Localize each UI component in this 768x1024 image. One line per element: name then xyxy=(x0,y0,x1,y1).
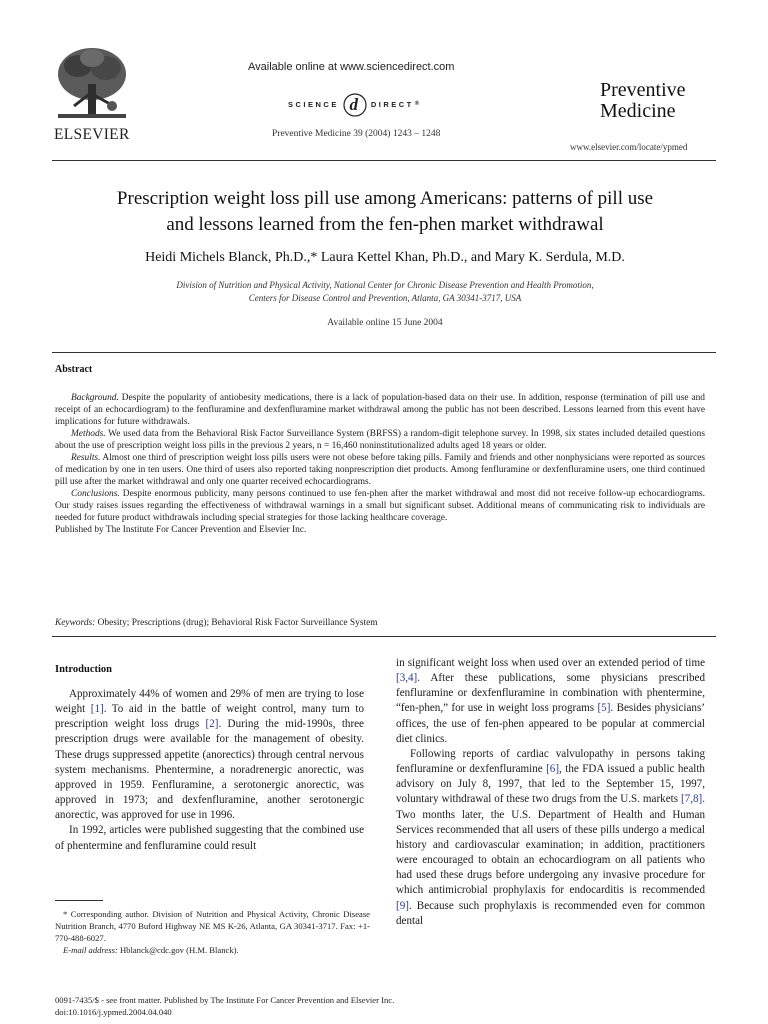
methods-text: We used data from the Behavioral Risk Factor Surveillance System (BRFSS) a random-digit telephone survey. In 1998, six states included detailed questions about the use of prescription weight loss pills in the previous 2 years, n = 16,460 noninstitutionalized adults aged 18 years or older. xyxy=(55,429,705,451)
journal-title-line2: Medicine xyxy=(600,100,676,122)
sd-left-text: SCIENCE xyxy=(288,99,339,109)
text-run: . After these publications, some physicians prescribed fenfluramine or dexfenfluramine in combination with phentermine, “fen-phen,” for use in weight loss programs xyxy=(396,672,705,715)
methods-label: Methods. xyxy=(71,429,106,439)
text-run: . Besides physicians’ offices, the use of fen-phen appeared to be popular at commercial diet clinics. xyxy=(396,702,705,745)
abstract-background xyxy=(55,392,705,428)
text-run: Following reports of cardiac valvulopathy in persons taking fenfluramine or dexfenfluramine xyxy=(396,747,705,776)
text-run: . During the mid-1990s, three prescription drugs were available for the management of obesity. These drugs suppressed appetite (anorectics) through central nervous system mechanisms. Phentermine, a noradrenergic anorectic, was approved in 1959. Fenfluramine, a serotonergic anorectic, was approved in 1973; and dexfenfluramine, another serotonergic anorectic, was approved for use in 1996. xyxy=(55,718,364,822)
text-run: . To aid in the battle of weight control, many turn to prescription weight loss drugs xyxy=(55,703,364,731)
abstract-methods xyxy=(55,428,705,452)
affiliation xyxy=(40,279,730,305)
right-column xyxy=(396,656,705,929)
email-link[interactable]: Hblanck@cdc.gov (H.M. Blanck). xyxy=(117,945,239,956)
citation-link[interactable]: [3,4] xyxy=(396,672,418,685)
citation-link[interactable]: [1] xyxy=(90,703,104,716)
article-title-line1: Prescription weight loss pill use among Americans: patterns of pill use xyxy=(116,188,654,209)
results-text: Almost one third of prescription weight loss pills users were not obese before taking pills. Family and friends and other nonphysicians were reported as sources of medication by one in ten users. One third of users also reported taking nonprescription diet products. Among fenfluramine or dexfenfluramine users, one third continued pill use after the market withdrawal and only one quarter received echocardiograms. xyxy=(55,453,705,487)
svg-text:d: d xyxy=(349,95,361,114)
results-label: Results. xyxy=(71,453,101,463)
text-run: , the FDA issued a public health advisory on July 8, 1997, that led to the September 15, 1997, voluntary withdrawal of these two drugs from the U.S. markets xyxy=(396,763,705,806)
text-run: . Because such prophylaxis is recommended even for common dental xyxy=(396,899,705,927)
intro-paragraph-3 xyxy=(396,747,705,929)
citation-link[interactable]: [6] xyxy=(546,763,560,776)
author-list: Heidi Michels Blanck, Ph.D.,* Laura Kettel Khan, Ph.D., and Mary K. Serdula, M.D. xyxy=(145,250,625,265)
sciencedirect-d-icon xyxy=(342,90,368,118)
text-run: in significant weight loss when used over an extended period of time xyxy=(396,657,705,669)
keywords xyxy=(55,618,705,628)
article-title xyxy=(40,186,730,238)
intro-paragraph-2: In 1992, articles were published suggesting that the combined use of phentermine and fenfluramine could result xyxy=(55,824,364,852)
journal-citation: Preventive Medicine 39 (2004) 1243 – 1248 xyxy=(272,129,441,139)
citation-link[interactable]: [9] xyxy=(396,899,409,912)
citation-link[interactable]: [7,8] xyxy=(680,793,703,806)
footer-doi[interactable]: doi:10.1016/j.ypmed.2004.04.040 xyxy=(55,1007,172,1018)
sciencedirect-logo xyxy=(288,90,419,118)
keywords-label: Keywords: xyxy=(55,618,96,628)
footnote-divider xyxy=(55,900,103,901)
affiliation-line1: Division of Nutrition and Physical Activity, National Center for Chronic Disease Prevention and Health Promotion, xyxy=(176,280,594,290)
abstract-top-divider xyxy=(52,352,716,353)
conclusions-text: Despite enormous publicity, many persons continued to use fen-phen after the market withdrawal and most did not receive follow-up echocardiograms. Our study raises issues regarding the effectiveness of withdrawal warnings in a small but significant subset. Additional means of communicating risk to individuals are needed for future product withdrawals including special strategies for those lacking healthcare coverage. xyxy=(55,489,705,523)
journal-title-line1: Preventive xyxy=(600,79,686,101)
left-column xyxy=(55,687,364,854)
abstract-results xyxy=(55,452,705,488)
keywords-text: Obesity; Prescriptions (drug); Behavioral Risk Factor Surveillance System xyxy=(95,618,378,628)
header-divider xyxy=(52,160,716,161)
footnote-email xyxy=(55,944,370,956)
sd-right-text: DIRECT xyxy=(370,99,414,109)
introduction-heading: Introduction xyxy=(55,664,112,675)
affiliation-line2: Centers for Disease Control and Prevention, Atlanta, GA 30341-3717, USA xyxy=(248,293,522,303)
abstract-heading: Abstract xyxy=(55,364,93,375)
footer-copyright: 0091-7435/$ - see front matter. Published by The Institute For Cancer Prevention and Elsevier Inc. xyxy=(55,995,395,1005)
footnote-text: * Corresponding author. Division of Nutrition and Physical Activity, Chronic Disease Nutrition Branch, 4770 Buford Highway NE MS K-26, Atlanta, GA 30341-3717. Fax: +1-770-488-6027. xyxy=(55,909,370,944)
citation-link[interactable]: [2] xyxy=(205,718,219,731)
article-title-line2: and lessons learned from the fen-phen market withdrawal xyxy=(166,214,604,235)
abstract-conclusions xyxy=(55,488,705,524)
conclusions-label: Conclusions. xyxy=(71,489,120,499)
corresponding-author-footnote xyxy=(55,908,370,956)
journal-url-link[interactable]: www.elsevier.com/locate/ypmed xyxy=(570,142,688,152)
intro-paragraph-1 xyxy=(55,687,364,823)
background-text: Despite the popularity of antiobesity medications, there is a lack of population-based data on their use. In addition, response (termination of pill use and receipt of an echocardiogram) to the fenfluramine and dexfenfluramine market withdrawal among the public has not been described. Lessons learned from this event have implications for future withdrawals. xyxy=(55,393,705,427)
text-run: . Two months later, the U.S. Department of Health and Human Services recommended that all users of these pills undergo a medical history and cardiovascular examination; in addition, practitioners were encouraged to obtain an echocardiogram on all patients who had used these drugs before undergoing any invasive procedure for which antimicrobial prophylaxis for endocarditis is recommended xyxy=(396,793,705,897)
abstract-bottom-divider xyxy=(52,636,716,637)
journal-title xyxy=(600,80,686,122)
background-label: Background. xyxy=(71,393,119,403)
intro-paragraph-2-cont xyxy=(396,656,705,747)
citation-link[interactable]: [5] xyxy=(597,702,611,715)
online-date: Available online 15 June 2004 xyxy=(327,318,443,328)
page-footer xyxy=(55,994,715,1018)
text-run: Approximately 44% of women and 29% of men are trying to lose weight xyxy=(55,688,364,716)
published-by: Published by The Institute For Cancer Prevention and Elsevier Inc. xyxy=(55,525,307,535)
publisher-name: ELSEVIER xyxy=(54,126,130,143)
email-label: E-mail address: xyxy=(63,945,118,956)
sd-registered-mark: ® xyxy=(414,101,420,107)
available-online-link[interactable]: Available online at www.sciencedirect.com xyxy=(248,61,455,73)
abstract-body xyxy=(55,392,705,536)
